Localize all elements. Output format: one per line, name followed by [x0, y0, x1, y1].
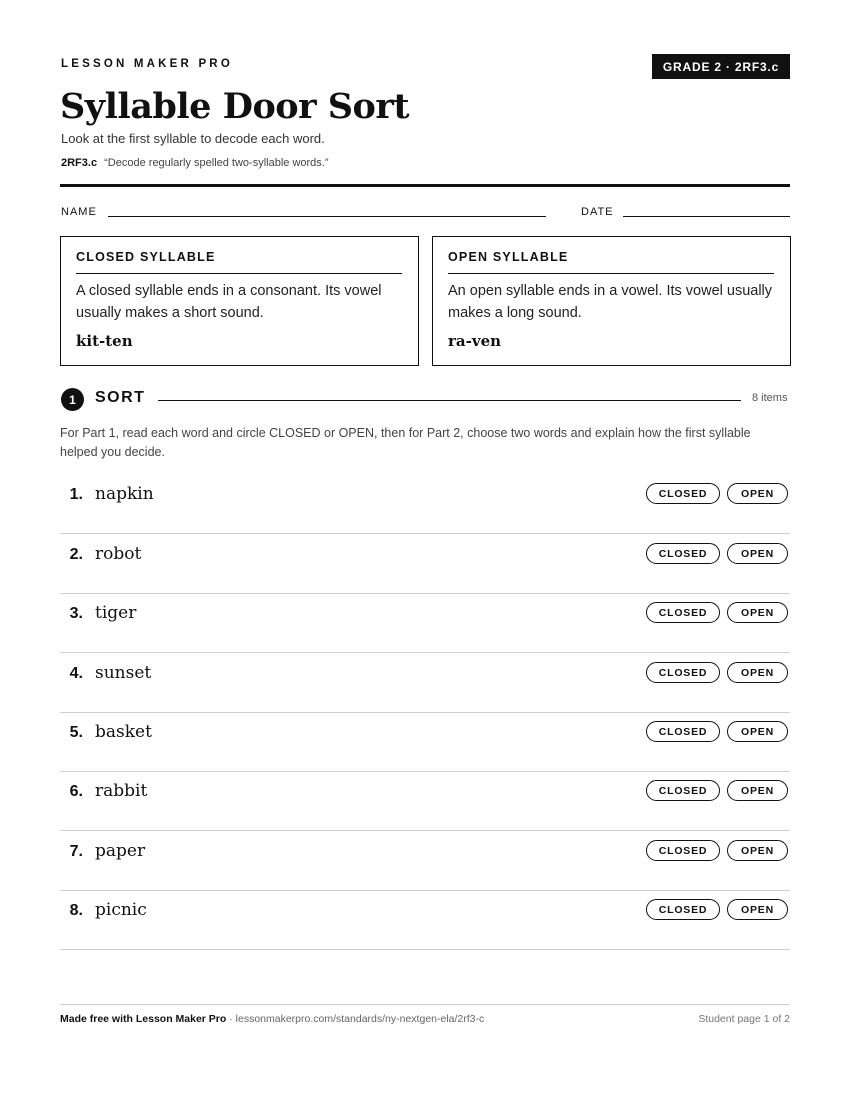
definition-text: A closed syllable ends in a consonant. Its vowel usually makes a short sound. — [76, 283, 382, 321]
list-item — [60, 593, 790, 653]
section-number-badge: 1 — [61, 388, 84, 411]
closed-option[interactable]: CLOSED — [646, 483, 720, 504]
standard-line — [61, 157, 329, 169]
item-word: rabbit — [95, 781, 148, 801]
list-item — [60, 534, 790, 594]
footer-made-with: Made free with Lesson Maker Pro — [60, 1013, 227, 1025]
page-subtitle: Look at the first syllable to decode each word. — [61, 131, 325, 146]
date-label: DATE — [581, 206, 614, 218]
closed-option[interactable]: CLOSED — [646, 662, 720, 683]
closed-option[interactable]: CLOSED — [646, 780, 720, 801]
item-number: 8. — [69, 902, 83, 919]
closed-option[interactable]: CLOSED — [646, 602, 720, 623]
item-number: 3. — [69, 605, 83, 622]
definition-title: CLOSED SYLLABLE — [76, 250, 216, 264]
item-word: sunset — [95, 663, 152, 683]
item-number: 4. — [69, 665, 83, 682]
footer-url[interactable]: · lessonmakerpro.com/standards/ny-nextgen-ela/2rf3-c — [226, 1013, 485, 1025]
definition-example: ra-ven — [448, 332, 502, 350]
item-number: 5. — [69, 724, 83, 741]
open-option[interactable]: OPEN — [727, 543, 788, 564]
item-count: 8 items — [752, 392, 788, 404]
open-option[interactable]: OPEN — [727, 662, 788, 683]
closed-option[interactable]: CLOSED — [646, 543, 720, 564]
closed-syllable-box — [60, 236, 419, 366]
list-item — [60, 771, 790, 831]
item-word: napkin — [95, 484, 154, 504]
closed-option[interactable]: CLOSED — [646, 899, 720, 920]
list-item — [60, 831, 790, 891]
open-option[interactable]: OPEN — [727, 483, 788, 504]
item-word: tiger — [95, 603, 137, 623]
closed-option[interactable]: CLOSED — [646, 840, 720, 861]
page-title: Syllable Door Sort — [60, 86, 409, 127]
definition-title: OPEN SYLLABLE — [448, 250, 569, 264]
open-option[interactable]: OPEN — [727, 602, 788, 623]
item-word: picnic — [95, 900, 147, 920]
definition-text: An open syllable ends in a vowel. Its vowel usually makes a long sound. — [448, 283, 773, 321]
item-number: 7. — [69, 843, 83, 860]
list-item — [60, 712, 790, 772]
list-item — [60, 890, 790, 950]
footer-credit — [60, 1013, 484, 1025]
list-item — [60, 653, 790, 713]
item-word: paper — [95, 841, 146, 861]
item-number: 2. — [69, 546, 83, 563]
standard-text: “Decode regularly spelled two-syllable words.” — [104, 157, 329, 169]
closed-option[interactable]: CLOSED — [646, 721, 720, 742]
grade-badge: GRADE 2 · 2RF3.c — [652, 54, 790, 79]
standard-code: 2RF3.c — [61, 157, 98, 169]
open-option[interactable]: OPEN — [727, 899, 788, 920]
page-indicator: Student page 1 of 2 — [698, 1013, 790, 1025]
open-option[interactable]: OPEN — [727, 780, 788, 801]
name-line[interactable] — [108, 216, 546, 217]
open-option[interactable]: OPEN — [727, 840, 788, 861]
instructions: For Part 1, read each word and circle CLOSED or OPEN, then for Part 2, choose two words and explain how the first syllable helped you decide. — [60, 426, 751, 459]
item-word: robot — [95, 544, 142, 564]
brand-name: LESSON MAKER PRO — [61, 58, 233, 70]
date-line[interactable] — [623, 216, 790, 217]
item-word: basket — [95, 722, 152, 742]
section-divider — [158, 400, 741, 401]
item-number: 6. — [69, 783, 83, 800]
item-number: 1. — [69, 486, 83, 503]
list-item — [60, 474, 790, 534]
open-syllable-box — [432, 236, 791, 366]
definition-divider — [76, 273, 402, 274]
open-option[interactable]: OPEN — [727, 721, 788, 742]
definition-divider — [448, 273, 774, 274]
name-label: NAME — [61, 206, 97, 218]
section-title: SORT — [95, 389, 146, 406]
header-divider — [60, 184, 790, 187]
definition-example: kit-ten — [76, 332, 133, 350]
footer-divider — [60, 1004, 790, 1005]
